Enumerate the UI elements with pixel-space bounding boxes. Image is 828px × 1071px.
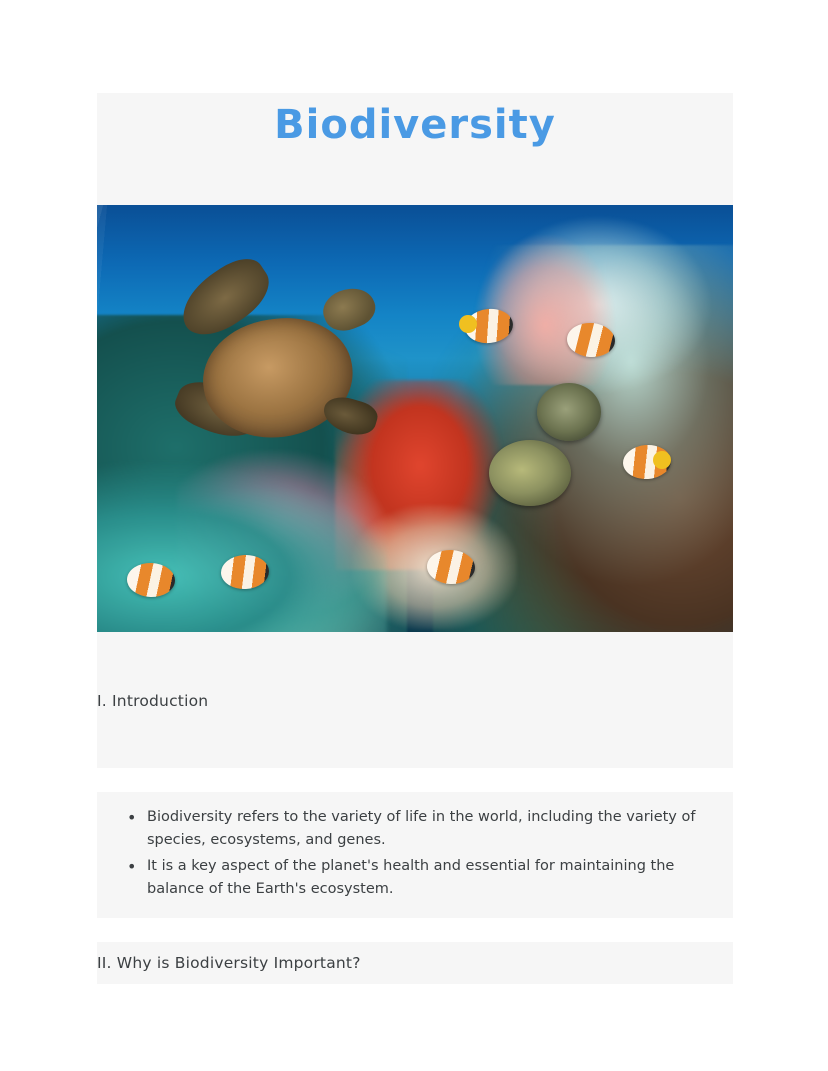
list-item: • It is a key aspect of the planet's health and essential for maintaining the balance of the Earth's ecosystem. [127,855,733,902]
bullet-list-introduction [97,806,733,902]
bullets-band-introduction [97,792,733,918]
angelfish-small [537,383,601,441]
list-item: • Biodiversity refers to the variety of life in the world, including the variety of species, ecosystems, and genes. [127,806,733,853]
content-gap [97,768,733,792]
section-heading-why-important: II. Why is Biodiversity Important? [97,953,361,972]
section-spacer-band [97,632,733,676]
sea-turtle [155,267,405,467]
fish-yellow-fin [653,451,671,469]
content-gap [97,918,733,942]
section-heading-band-2 [97,942,733,984]
document-body [97,93,733,984]
title-band [97,93,733,205]
section-heading-band-1 [97,676,733,724]
section-spacer-band [97,724,733,768]
angelfish-large [489,440,571,506]
fish-yellow-fin [459,315,477,333]
teal-coral [97,462,387,632]
hero-image [97,205,733,632]
page-title: Biodiversity [274,102,556,148]
section-heading-introduction: I. Introduction [97,692,209,710]
